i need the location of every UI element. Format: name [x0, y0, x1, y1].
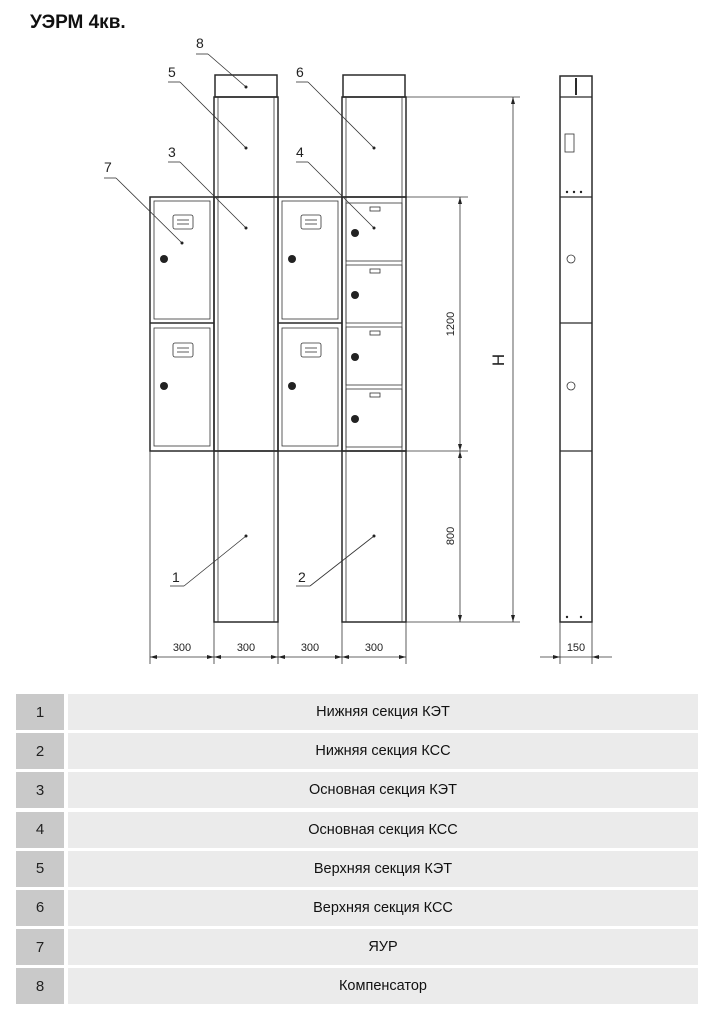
callout-4: 4	[296, 144, 304, 160]
compensator-block-kss	[343, 75, 405, 97]
legend-row	[16, 929, 698, 965]
legend-row	[16, 968, 698, 1004]
legend-number: 3	[16, 772, 64, 808]
diagram-title: УЭРМ 4кв.	[30, 12, 126, 33]
legend-label: Основная секция КЭТ	[68, 772, 698, 808]
legend-row	[16, 733, 698, 769]
legend-row	[16, 890, 698, 926]
callout-3: 3	[168, 144, 176, 160]
width-dim-3: 300	[300, 642, 320, 654]
legend-label: Верхняя секция КЭТ	[68, 851, 698, 887]
kss-column	[342, 75, 406, 622]
yaur-column-left	[150, 197, 214, 451]
legend-row	[16, 694, 698, 730]
legend-label: Верхняя секция КСС	[68, 890, 698, 926]
width-dim-4: 300	[364, 642, 384, 654]
legend-row	[16, 851, 698, 887]
lower-height-dim: 800	[445, 526, 457, 546]
callout-2: 2	[298, 569, 306, 585]
callout-leaders	[104, 54, 376, 586]
width-dim-1: 300	[172, 642, 192, 654]
yaur-column-right	[278, 197, 342, 451]
height-dimensions	[406, 97, 520, 622]
legend-number: 7	[16, 929, 64, 965]
main-height-dim: 1200	[445, 311, 457, 337]
callout-8: 8	[196, 35, 204, 51]
callout-5: 5	[168, 64, 176, 80]
legend-number: 2	[16, 733, 64, 769]
main-section-ket	[214, 197, 278, 451]
callout-6: 6	[296, 64, 304, 80]
legend-row	[16, 812, 698, 848]
legend-number: 8	[16, 968, 64, 1004]
callout-labels	[104, 35, 306, 585]
legend-row	[16, 772, 698, 808]
legend-number: 5	[16, 851, 64, 887]
legend-number: 1	[16, 694, 64, 730]
total-height-dim: H	[489, 353, 508, 367]
legend-label: ЯУР	[68, 929, 698, 965]
side-view	[560, 76, 592, 622]
depth-dimension	[540, 622, 612, 664]
width-dim-2: 300	[236, 642, 256, 654]
legend-label: Основная секция КСС	[68, 812, 698, 848]
legend-table	[16, 694, 698, 1008]
legend-number: 4	[16, 812, 64, 848]
legend-number: 6	[16, 890, 64, 926]
legend-label: Компенсатор	[68, 968, 698, 1004]
legend-label: Нижняя секция КЭТ	[68, 694, 698, 730]
callout-1: 1	[172, 569, 180, 585]
ket-column	[214, 75, 278, 622]
depth-dim: 150	[566, 642, 586, 654]
callout-7: 7	[104, 159, 112, 175]
legend-label: Нижняя секция КСС	[68, 733, 698, 769]
